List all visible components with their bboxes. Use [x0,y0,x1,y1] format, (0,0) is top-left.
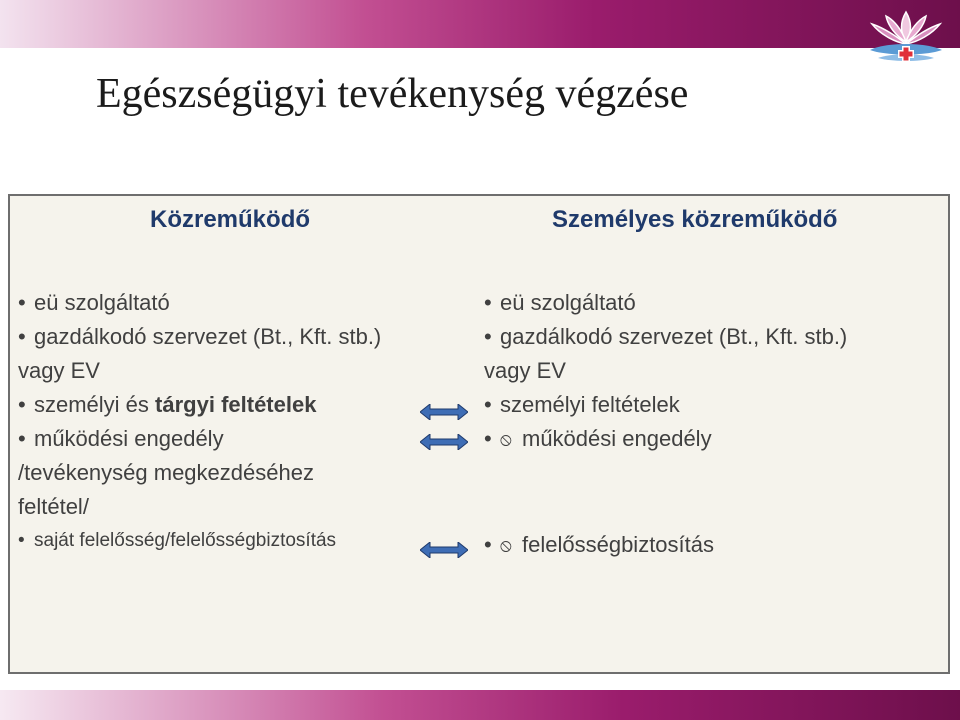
top-decor-bar [0,0,960,48]
list-item-continuation: vagy EV [18,358,100,383]
right-column [484,286,944,562]
double-headed-arrow-icon [420,434,468,450]
list-item: • személyi és tárgyi feltételek [18,392,317,417]
list-item: • gazdálkodó szervezet (Bt., Kft. stb.) [484,324,848,349]
double-headed-arrow-icon [420,542,468,558]
list-item: • ⦸ működési engedély [484,422,944,456]
list-item: • eü szolgáltató [484,290,636,315]
list-item: • működési engedély [18,426,224,451]
right-column-header: Személyes közreműködő [552,206,838,233]
slide-title: Egészségügyi tevékenység végzése [96,71,689,117]
lotus-logo [856,8,956,68]
list-item: • eü szolgáltató [18,290,170,315]
list-item: • gazdálkodó szervezet (Bt., Kft. stb.) [18,324,382,349]
list-item: • saját felelősség/felelősségbiztosítás [18,530,337,551]
bottom-decor-bar [0,690,960,720]
list-item-continuation: vagy EV [484,358,566,383]
not-sign-icon: ⦸ [500,535,512,555]
double-headed-arrow-icon [420,404,468,420]
list-item-continuation: /tevékenység megkezdéséhez [18,460,314,485]
left-column-header: Közreműködő [150,206,311,233]
list-item: • személyi feltételek [484,392,680,417]
list-item-continuation: feltétel/ [18,494,89,519]
left-column [18,286,458,558]
list-item: • ⦸ felelősségbiztosítás [484,528,944,562]
not-sign-icon: ⦸ [500,429,512,449]
